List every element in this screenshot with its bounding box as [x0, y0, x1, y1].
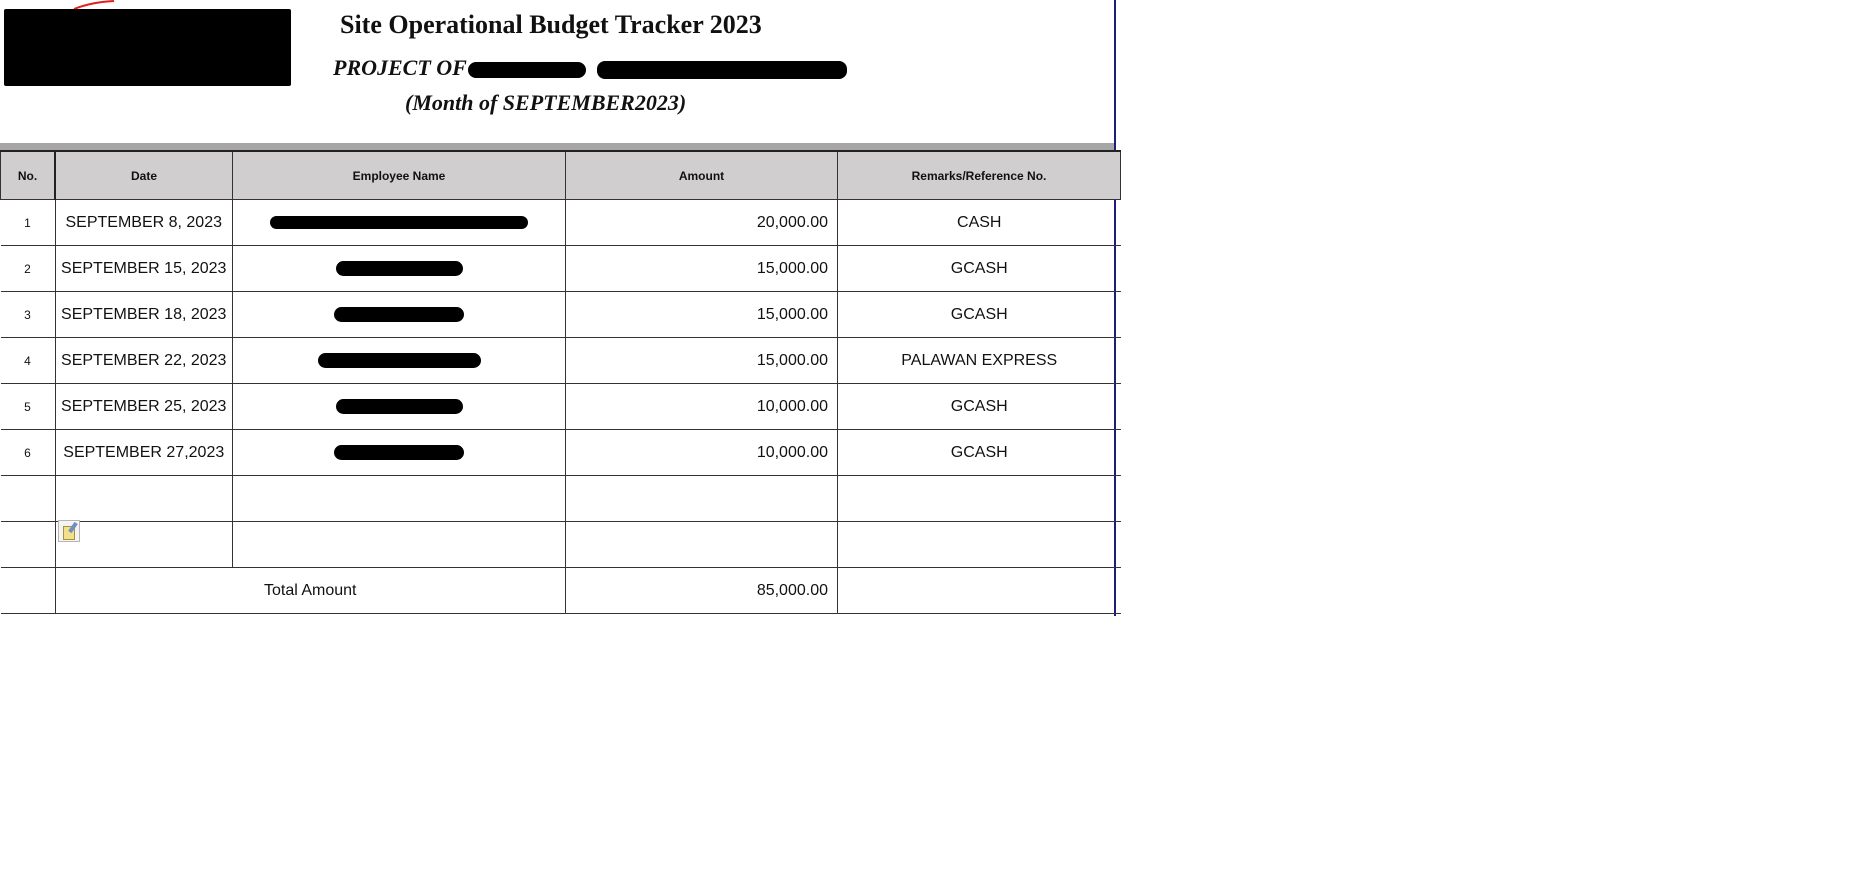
column-header-employee-name[interactable]: Employee Name — [233, 151, 566, 200]
cell-amount[interactable]: 10,000.00 — [566, 384, 838, 430]
redacted-employee-name — [334, 307, 464, 322]
cell-amount[interactable]: 15,000.00 — [566, 338, 838, 384]
cell-remarks[interactable]: GCASH — [838, 292, 1121, 338]
cell-remarks[interactable]: PALAWAN EXPRESS — [838, 338, 1121, 384]
empty-row — [1, 522, 1121, 568]
header-separator — [0, 143, 1114, 150]
cell-no[interactable]: 5 — [1, 384, 56, 430]
cell-no[interactable] — [1, 476, 56, 522]
cell-date[interactable]: SEPTEMBER 8, 2023 — [55, 200, 233, 246]
cell-date[interactable]: SEPTEMBER 18, 2023 — [55, 292, 233, 338]
cell-remarks[interactable] — [838, 568, 1121, 614]
paste-options-icon[interactable] — [58, 520, 80, 542]
table-row — [1, 246, 1121, 292]
cell-amount[interactable]: 15,000.00 — [566, 246, 838, 292]
cell-date[interactable]: SEPTEMBER 22, 2023 — [55, 338, 233, 384]
table-row — [1, 384, 1121, 430]
cell-employee-name[interactable] — [233, 384, 566, 430]
cell-date[interactable] — [55, 522, 233, 568]
redacted-project-name-2 — [597, 61, 847, 79]
column-header-amount[interactable]: Amount — [566, 151, 838, 200]
cell-remarks[interactable]: CASH — [838, 200, 1121, 246]
cell-employee-name[interactable] — [233, 200, 566, 246]
redacted-employee-name — [334, 445, 464, 460]
total-amount[interactable]: 85,000.00 — [566, 568, 838, 614]
table-header-row — [1, 151, 1121, 200]
table-row — [1, 430, 1121, 476]
redacted-logo — [4, 9, 291, 86]
cell-no[interactable] — [1, 522, 56, 568]
cell-no[interactable]: 1 — [1, 200, 56, 246]
cell-employee-name[interactable] — [233, 246, 566, 292]
cell-employee-name[interactable] — [233, 338, 566, 384]
table-row — [1, 292, 1121, 338]
cell-employee-name[interactable] — [233, 522, 566, 568]
redacted-project-name-1 — [468, 62, 586, 78]
budget-table — [0, 150, 1121, 614]
cell-date[interactable]: SEPTEMBER 27,2023 — [55, 430, 233, 476]
column-header-remarks[interactable]: Remarks/Reference No. — [838, 151, 1121, 200]
cell-remarks[interactable]: GCASH — [838, 246, 1121, 292]
cell-no[interactable]: 3 — [1, 292, 56, 338]
redacted-employee-name — [336, 399, 463, 414]
cell-date[interactable]: SEPTEMBER 25, 2023 — [55, 384, 233, 430]
cell-remarks[interactable]: GCASH — [838, 430, 1121, 476]
cell-amount[interactable]: 10,000.00 — [566, 430, 838, 476]
spreadsheet-sheet — [0, 0, 1116, 616]
cell-employee-name[interactable] — [233, 476, 566, 522]
cell-remarks[interactable] — [838, 522, 1121, 568]
project-line — [333, 55, 847, 81]
total-row — [1, 568, 1121, 614]
cell-date[interactable] — [55, 476, 233, 522]
cell-employee-name[interactable] — [233, 292, 566, 338]
cell-no[interactable] — [1, 568, 56, 614]
column-header-no[interactable]: No. — [1, 151, 56, 200]
total-label[interactable]: Total Amount — [55, 568, 566, 614]
redacted-employee-name — [336, 261, 463, 276]
table-row — [1, 200, 1121, 246]
cell-employee-name[interactable] — [233, 430, 566, 476]
column-header-date[interactable]: Date — [55, 151, 233, 200]
cell-amount[interactable]: 20,000.00 — [566, 200, 838, 246]
cell-no[interactable]: 4 — [1, 338, 56, 384]
redacted-employee-name — [318, 353, 481, 368]
cell-remarks[interactable]: GCASH — [838, 384, 1121, 430]
project-prefix: PROJECT OF — [333, 55, 467, 80]
cell-no[interactable]: 6 — [1, 430, 56, 476]
redacted-employee-name — [270, 216, 528, 229]
cell-date[interactable]: SEPTEMBER 15, 2023 — [55, 246, 233, 292]
cell-amount[interactable] — [566, 522, 838, 568]
cell-amount[interactable] — [566, 476, 838, 522]
month-line: (Month of SEPTEMBER2023) — [405, 90, 687, 115]
cell-no[interactable]: 2 — [1, 246, 56, 292]
cell-amount[interactable]: 15,000.00 — [566, 292, 838, 338]
page-title: Site Operational Budget Tracker 2023 — [340, 10, 762, 39]
cell-remarks[interactable] — [838, 476, 1121, 522]
empty-row — [1, 476, 1121, 522]
table-row — [1, 338, 1121, 384]
